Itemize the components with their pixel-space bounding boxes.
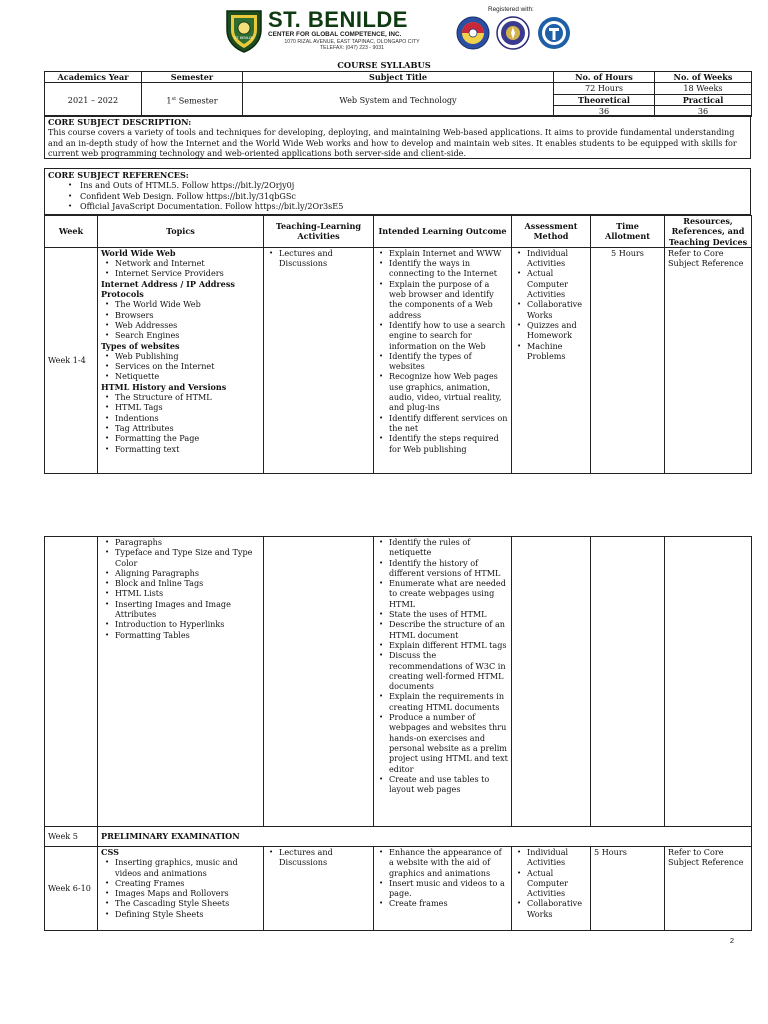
topic-item: • Aligning Paragraphs — [101, 568, 260, 578]
school-subtitle: CENTER FOR GLOBAL COMPETENCE, INC. — [268, 31, 402, 38]
col-outcome: Intended Learning Outcome — [374, 216, 512, 248]
resources-cell: Refer to Core Subject Reference — [665, 847, 752, 931]
tesda-seal-icon — [537, 16, 571, 50]
week-cell: Week 5 — [45, 827, 98, 847]
reference-item: • Confident Web Design. Follow https://bit.ly/31qbGSc — [48, 191, 747, 201]
topic-heading: CSS — [101, 847, 119, 857]
outcome-item: • Produce a number of webpages and websites thru hands-on exercises and personal website as a prelim project using HTML and text editor — [377, 712, 508, 774]
exam-label: PRELIMINARY EXAMINATION — [98, 827, 752, 847]
ched-seal-icon — [456, 16, 490, 50]
outcome-item: • State the uses of HTML — [377, 609, 508, 619]
topic-item: • Network and Internet — [101, 258, 260, 268]
syllabus-table-top — [44, 215, 752, 474]
outcome-item: • Insert music and videos to a page. — [377, 878, 508, 899]
outcome-item: • Enhance the appearance of a website with the aid of graphics and animations — [377, 847, 508, 878]
outcome-item: • Describe the structure of an HTML document — [377, 619, 508, 640]
time-cell — [591, 537, 665, 827]
col-activities: Teaching-Learning Activities — [264, 216, 374, 248]
topic-heading: Types of websites — [101, 340, 180, 351]
practical-value: 36 — [655, 105, 752, 116]
course-description — [44, 115, 751, 159]
header-subject-title: Subject Title — [243, 72, 554, 83]
topics-cell — [98, 537, 264, 827]
topic-item: • Web Addresses — [101, 320, 260, 330]
outcome-item: • Explain different HTML tags — [377, 640, 508, 650]
col-topics: Topics — [98, 216, 264, 248]
col-week: Week — [45, 216, 98, 248]
topic-item: • Inserting Images and Image Attributes — [101, 599, 260, 620]
assessment-item: • Machine Problems — [515, 341, 587, 362]
week-cell: Week 1-4 — [45, 247, 98, 473]
academic-year-value: 2021 – 2022 — [45, 83, 142, 117]
header-hours: No. of Hours — [554, 72, 655, 83]
activity-item: • Lectures and Discussions — [267, 248, 370, 269]
table-row — [45, 247, 752, 473]
assessment-item: • Quizzes and Homework — [515, 320, 587, 341]
assessment-item: • Individual Activities — [515, 248, 587, 269]
time-cell: 5 Hours — [591, 847, 665, 931]
topic-item: • The World Wide Web — [101, 299, 260, 309]
topic-item: • Block and Inline Tags — [101, 578, 260, 588]
reference-item: • Official JavaScript Documentation. Follow https://bit.ly/2Or3sE5 — [48, 201, 747, 211]
outcome-item: • Identify the rules of netiquette — [377, 537, 508, 558]
outcome-item: • Discuss the recommendations of W3C in creating well-formed HTML documents — [377, 650, 508, 691]
outcome-item: • Explain the requirements in creating HTML documents — [377, 691, 508, 712]
col-resources: Resources, References, and Teaching Devices — [665, 216, 752, 248]
topic-item: • Tag Attributes — [101, 423, 260, 433]
topic-heading: World Wide Web — [101, 247, 176, 258]
outcome-item: • Create frames — [377, 898, 508, 908]
theoretical-value: 36 — [554, 105, 655, 116]
school-seal-icon — [224, 8, 264, 54]
registered-with-label: Registered with: — [488, 6, 534, 13]
outcome-item: • Identify the steps required for Web publishing — [377, 433, 508, 454]
topic-item: • Services on the Internet — [101, 361, 260, 371]
topic-item: • Typeface and Type Size and Type Color — [101, 547, 260, 568]
table-row — [45, 827, 752, 847]
table-row — [45, 537, 752, 827]
topic-item: • Formatting Tables — [101, 630, 260, 640]
topic-item: • The Cascading Style Sheets — [101, 898, 260, 908]
outcome-item: • Enumerate what are needed to create webpages using HTML — [377, 578, 508, 609]
activities-cell — [264, 247, 374, 473]
outcomes-cell — [374, 847, 512, 931]
assessment-cell — [512, 847, 591, 931]
references-list — [48, 180, 747, 211]
outcome-item: • Identify the ways in connecting to the Internet — [377, 258, 508, 279]
letterhead — [0, 0, 768, 60]
col-assessment: Assessment Method — [512, 216, 591, 248]
resources-cell: Refer to Core Subject Reference — [665, 247, 752, 473]
topic-item: • Formatting the Page — [101, 433, 260, 443]
weeks-value: 18 Weeks — [655, 83, 752, 94]
assessment-cell — [512, 537, 591, 827]
time-cell: 5 Hours — [591, 247, 665, 473]
activities-cell — [264, 537, 374, 827]
outcome-item: • Recognize how Web pages use graphics, animation, audio, video, virtual reality, and plug-ins — [377, 371, 508, 412]
outcome-item: • Identify different services on the net — [377, 413, 508, 434]
outcome-item: • Identify how to use a search engine to search for information on the Web — [377, 320, 508, 351]
header-semester: Semester — [142, 72, 243, 83]
outcome-item: • Create and use tables to layout web pages — [377, 774, 508, 795]
syllabus-table-bottom — [44, 536, 752, 931]
svg-text:ST. BENILDE: ST. BENILDE — [234, 36, 254, 40]
outcome-item: • Explain Internet and WWW — [377, 248, 508, 258]
description-text: This course covers a variety of tools and techniques for developing, deploying, and maintaining Web-based applications. It aims to provide fundamental understanding and an in-depth study of how the Internet and the World Wide Web works and how to develop and maintain web sites. It enables students to be equipped with skills for current web programming technology and web-oriented applications both server-side and client-side. — [48, 127, 737, 158]
page-number: 2 — [729, 936, 734, 945]
topic-heading: HTML History and Versions — [101, 381, 227, 392]
hours-value: 72 Hours — [554, 83, 655, 94]
assessment-item: • Actual Computer Activities — [515, 868, 587, 899]
topic-item: • Netiquette — [101, 371, 260, 381]
course-references — [44, 168, 751, 215]
description-heading: CORE SUBJECT DESCRIPTION: — [48, 117, 192, 127]
references-heading: CORE SUBJECT REFERENCES: — [48, 170, 189, 180]
topic-item: • Web Publishing — [101, 351, 260, 361]
topic-item: • Indentions — [101, 413, 260, 423]
assessment-item: • Individual Activities — [515, 847, 587, 868]
topic-item: • HTML Tags — [101, 402, 260, 412]
outcomes-cell — [374, 247, 512, 473]
week-cell: Week 6-10 — [45, 847, 98, 931]
table-row — [45, 847, 752, 931]
topic-heading: Internet Address / IP Address Protocols — [101, 278, 235, 300]
outcome-item: • Explain the purpose of a web browser and identify the components of a Web address — [377, 279, 508, 320]
resources-cell — [665, 537, 752, 827]
topic-item: • HTML Lists — [101, 588, 260, 598]
outcome-item: • Identify the history of different versions of HTML — [377, 558, 508, 579]
topic-item: • Defining Style Sheets — [101, 909, 260, 919]
topic-item: • The Structure of HTML — [101, 392, 260, 402]
assessment-cell — [512, 247, 591, 473]
topic-item: • Formatting text — [101, 444, 260, 454]
school-name: ST. BENILDE — [268, 7, 408, 32]
topic-item: • Inserting graphics, music and videos and animations — [101, 857, 260, 878]
activity-item: • Lectures and Discussions — [267, 847, 370, 868]
outcomes-cell — [374, 537, 512, 827]
topic-item: • Images Maps and Rollovers — [101, 888, 260, 898]
topic-item: • Creating Frames — [101, 878, 260, 888]
topic-item: • Paragraphs — [101, 537, 260, 547]
topic-item: • Search Engines — [101, 330, 260, 340]
course-info-table — [44, 71, 752, 117]
week-cell — [45, 537, 98, 827]
reference-item: • Ins and Outs of HTML5. Follow https://bit.ly/2Orjy0j — [48, 180, 747, 190]
subject-title-value: Web System and Technology — [243, 83, 554, 117]
topic-item: • Introduction to Hyperlinks — [101, 619, 260, 629]
topic-item: • Internet Service Providers — [101, 268, 260, 278]
assessment-item: • Collaborative Works — [515, 299, 587, 320]
topic-item: • Browsers — [101, 310, 260, 320]
outcome-item: • Identify the types of websites — [377, 351, 508, 372]
assessment-item: • Actual Computer Activities — [515, 268, 587, 299]
header-weeks: No. of Weeks — [655, 72, 752, 83]
semester-value: 1st Semester — [142, 83, 243, 117]
page-title: COURSE SYLLABUS — [337, 60, 431, 70]
col-time: Time Allotment — [591, 216, 665, 248]
school-brand — [268, 9, 448, 51]
topics-cell — [98, 847, 264, 931]
school-telefax: TELEFAX: (047) 223 - 9031 — [319, 45, 384, 51]
deped-seal-icon — [496, 16, 530, 50]
school-address: 1070 RIZAL AVENUE, EAST TAPINAC, OLONGAPO CITY — [284, 39, 420, 45]
activities-cell — [264, 847, 374, 931]
theoretical-label: Theoretical — [554, 94, 655, 105]
topics-cell — [98, 247, 264, 473]
header-academic-year: Academics Year — [45, 72, 142, 83]
assessment-item: • Collaborative Works — [515, 898, 587, 919]
practical-label: Practical — [655, 94, 752, 105]
